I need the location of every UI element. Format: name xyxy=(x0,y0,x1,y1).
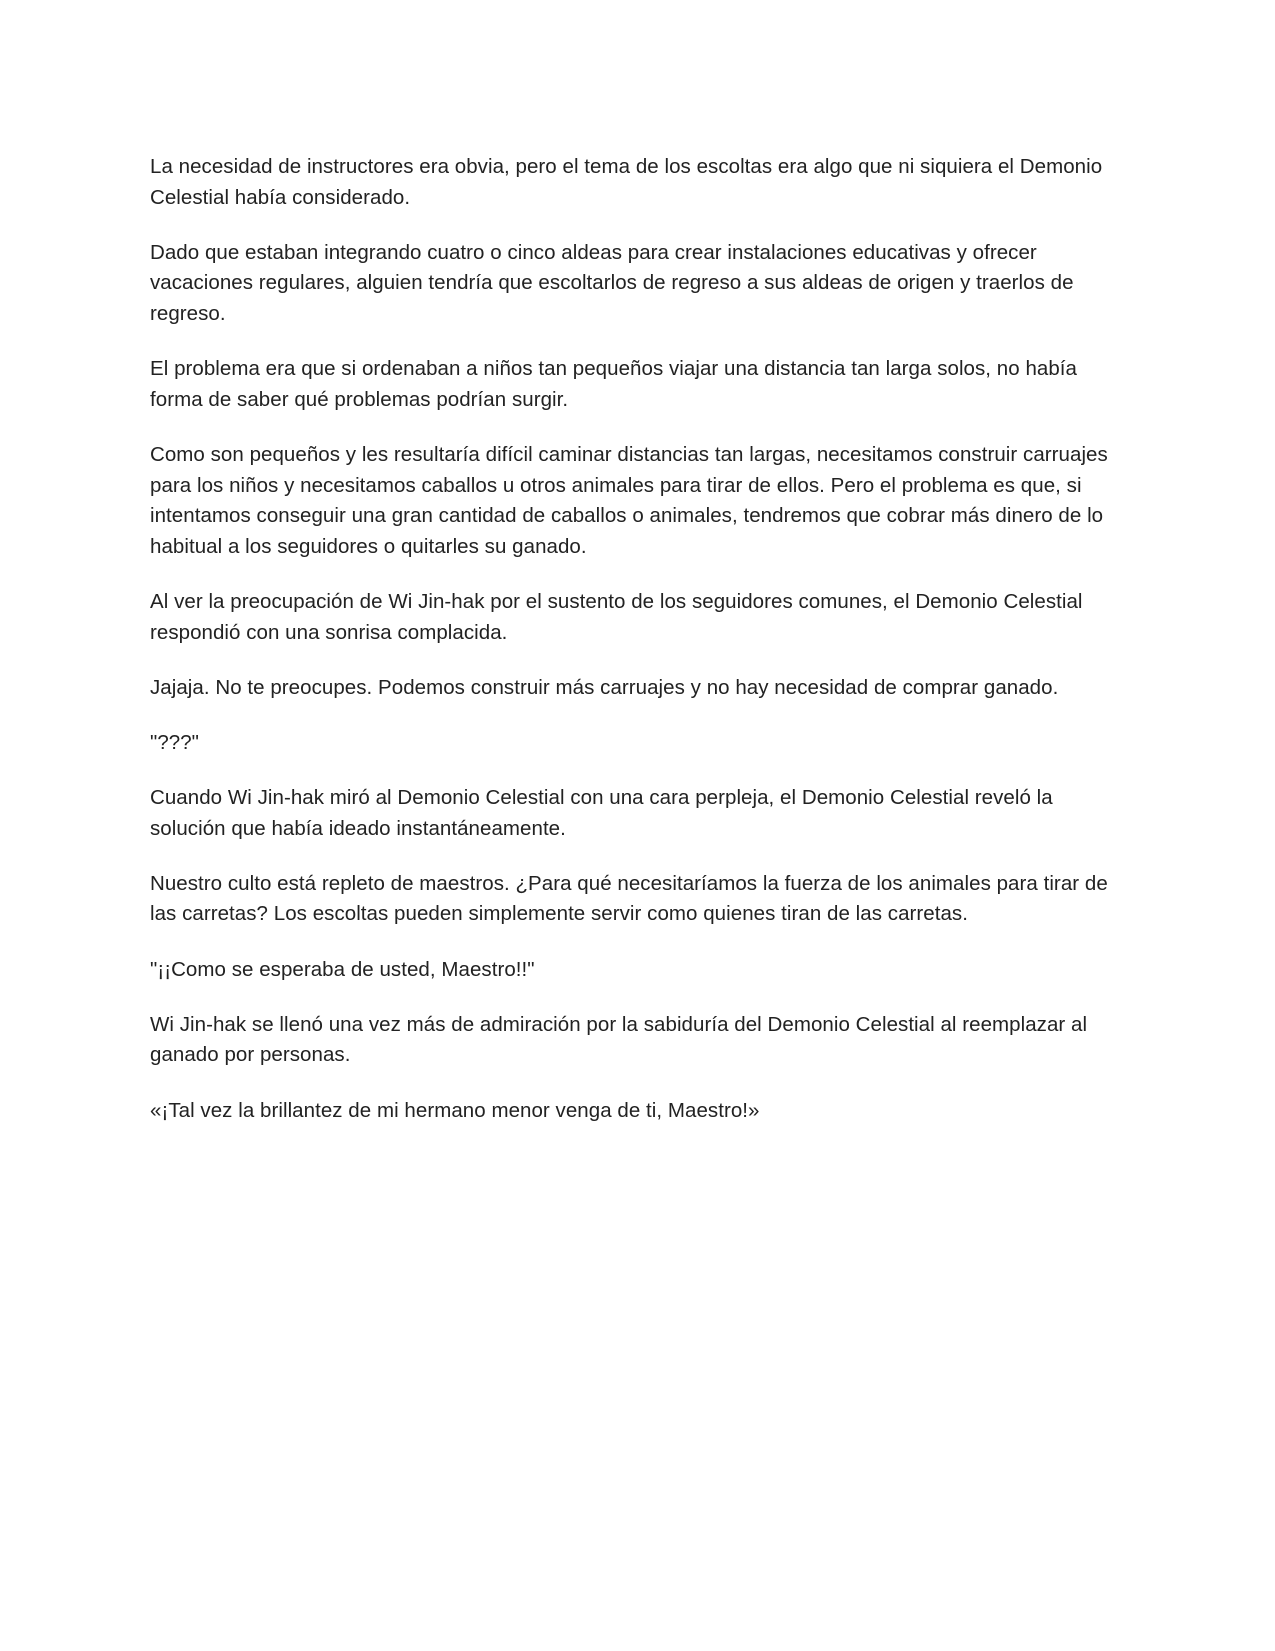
paragraph-5: Al ver la preocupación de Wi Jin-hak por el sustento de los seguidores comunes, el Demonio Celestial respondió con una sonrisa complacida. xyxy=(150,589,1083,644)
paragraph-8: Cuando Wi Jin-hak miró al Demonio Celestial con una cara perpleja, el Demonio Celestial reveló la solución que había ideado instantáneamente. xyxy=(150,786,1053,840)
document-body xyxy=(150,152,1125,1151)
paragraph-6: Jajaja. No te preocupes. Podemos construir más carruajes y no hay necesidad de comprar ganado. xyxy=(150,675,1059,699)
paragraph-1: La necesidad de instructores era obvia, pero el tema de los escoltas era algo que ni siquiera el Demonio Celestial había considerado. xyxy=(150,155,1103,209)
paragraph-12: «¡Tal vez la brillantez de mi hermano menor venga de ti, Maestro!» xyxy=(150,1098,760,1122)
paragraph-10: "¡¡Como se esperaba de usted, Maestro!!" xyxy=(150,957,535,981)
paragraph-11: Wi Jin-hak se llenó una vez más de admiración por la sabiduría del Demonio Celestial al reemplazar al ganado por personas. xyxy=(150,1012,1088,1067)
paragraph-7: "???" xyxy=(150,730,200,754)
paragraph-2: Dado que estaban integrando cuatro o cinco aldeas para crear instalaciones educativas y ofrecer vacaciones regulares, alguien tendría que escoltarlos de regreso a sus aldeas de origen y traerlos de regreso. xyxy=(150,240,1074,325)
paragraph-9: Nuestro culto está repleto de maestros. ¿Para qué necesitaríamos la fuerza de los animales para tirar de las carretas? Los escoltas pueden simplemente servir como quienes tiran de las carretas. xyxy=(150,871,1108,926)
paragraph-4: Como son pequeños y les resultaría difícil caminar distancias tan largas, necesitamos construir carruajes para los niños y necesitamos caballos u otros animales para tirar de ellos. Pero el problema es que, si intentamos conseguir una gran cantidad de caballos o animales, tendremos que cobrar más dinero de lo habitual a los seguidores o quitarles su ganado. xyxy=(150,442,1108,558)
paragraph-3: El problema era que si ordenaban a niños tan pequeños viajar una distancia tan larga solos, no había forma de saber qué problemas podrían surgir. xyxy=(150,357,1077,411)
